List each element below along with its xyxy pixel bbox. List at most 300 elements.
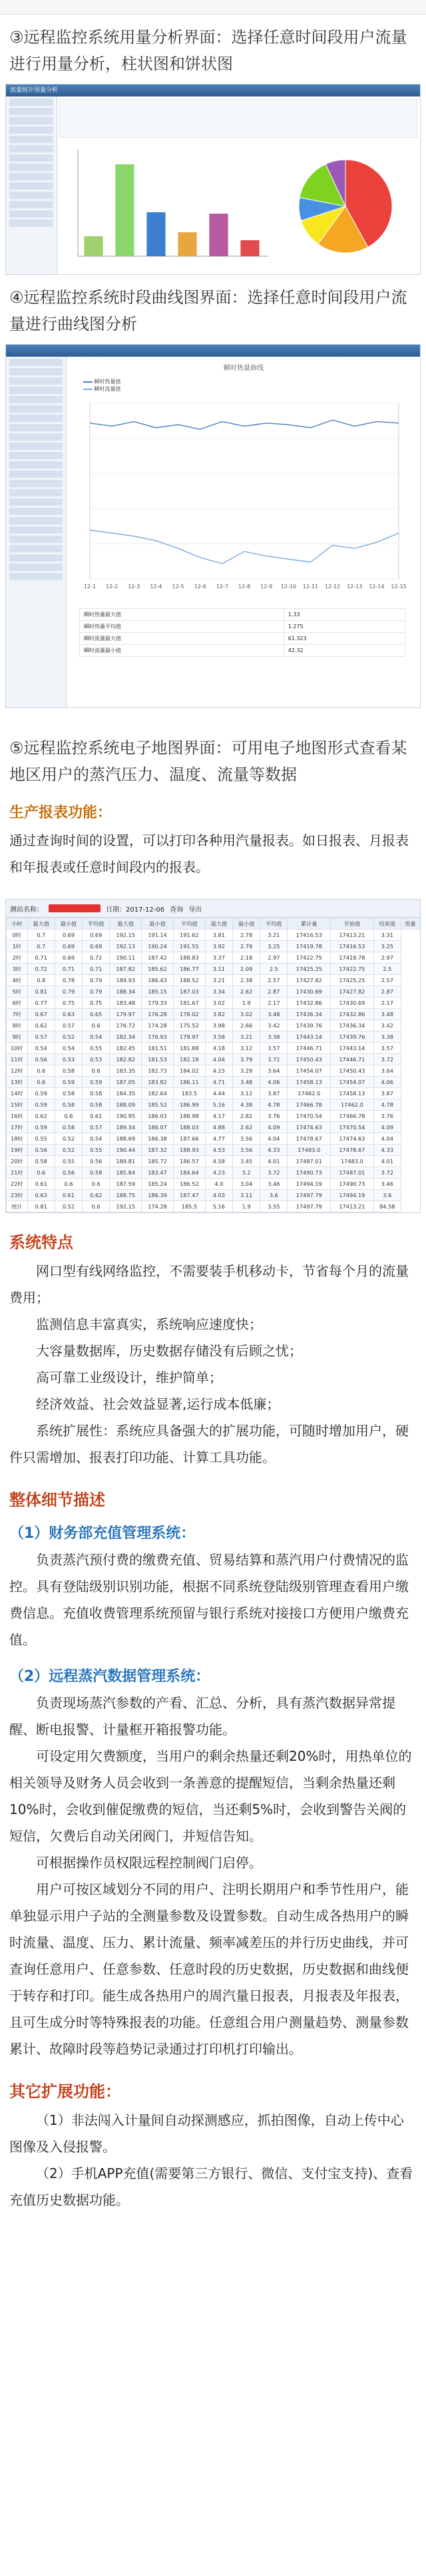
table-cell: 2.66 xyxy=(232,1020,260,1031)
table-cell: 84.58 xyxy=(373,1201,401,1212)
table-cell: 3.45 xyxy=(232,1156,260,1167)
table-cell: 185.15 xyxy=(142,986,174,998)
table-cell: 1时 xyxy=(7,941,28,952)
table-cell: 17443.14 xyxy=(331,1043,374,1054)
table-cell: 2.38 xyxy=(232,975,260,986)
table-cell: 3.56 xyxy=(232,1145,260,1156)
table-cell: 3.21 xyxy=(260,930,288,941)
table-cell: 0.65 xyxy=(83,1009,110,1020)
table-cell: 0.69 xyxy=(83,930,110,941)
table-cell: 185.72 xyxy=(142,1156,174,1167)
table-cell: 17466.78 xyxy=(331,1111,374,1122)
table-cell: 174.28 xyxy=(142,1020,174,1031)
table-cell: 0.52 xyxy=(55,1133,82,1145)
production-report-body: 通过查询时间的设置，可以打印各种用汽量报表。如日报表、月报表和年报表或任意时间段内的报表。 xyxy=(9,832,409,875)
table-cell: 3.11 xyxy=(205,964,232,975)
table-cell: 0.57 xyxy=(55,1020,82,1031)
table-cell: 17432.86 xyxy=(331,1009,374,1020)
table-cell: 4时 xyxy=(7,975,28,986)
query-button[interactable]: 查询 xyxy=(170,906,184,914)
table-cell: 3.37 xyxy=(205,952,232,964)
table-cell: 0.79 xyxy=(83,986,110,998)
table-cell: 4.88 xyxy=(205,1122,232,1133)
table-cell: 188.75 xyxy=(110,1190,142,1201)
table-cell: 0.56 xyxy=(55,1167,82,1179)
column-header: 最大值 xyxy=(110,918,142,930)
x-tick-label: 12-5 xyxy=(172,584,184,590)
table-cell: 17478.67 xyxy=(288,1133,331,1145)
table-cell: 187.03 xyxy=(173,986,205,998)
curve-heading: ④远程监控系统时段曲线图界面：选择任意时间段用户流量进行曲线图分析 xyxy=(9,288,407,333)
table-cell: 181.88 xyxy=(173,1043,205,1054)
table-cell: 17419.78 xyxy=(288,941,331,952)
table-cell: 182.82 xyxy=(110,1054,142,1065)
table-cell: 17427.82 xyxy=(288,975,331,986)
table-cell: 0.54 xyxy=(83,1133,110,1145)
system-features-title: 系统特点 xyxy=(9,1233,73,1252)
remote-title: （2）远程蒸汽数据管理系统： xyxy=(9,1668,210,1685)
table-cell: 17436.34 xyxy=(331,1020,374,1031)
table-cell: 187.66 xyxy=(173,1133,205,1145)
remote-paragraph-2: 可设定用欠费额度，当用户的剩余热量还剩20%时，用热单位的相关领导及财务人员会收到一条善意的提醒短信，当剩余热量还剩10%时，会收到催促缴费的短信，当还剩5%时，会收到警告关阀的短信，欠费后自动关闭阀门，并短信告知。 xyxy=(9,1748,412,1844)
table-cell: 189.81 xyxy=(110,1156,142,1167)
column-header: 平均值 xyxy=(260,918,288,930)
table-cell: 186.77 xyxy=(173,964,205,975)
column-header: 最大值 xyxy=(27,918,55,930)
table-row xyxy=(7,1088,420,1099)
table-cell: 0.62 xyxy=(27,1111,55,1122)
column-header: 累计量 xyxy=(288,918,331,930)
table-cell: 2.09 xyxy=(232,964,260,975)
legend-item-2: 瞬时流量值 xyxy=(94,386,121,392)
curve-sidebar xyxy=(6,357,67,707)
table-cell: 4.71 xyxy=(205,1077,232,1088)
table-cell: 4.18 xyxy=(205,1043,232,1054)
column-header: 平均值 xyxy=(173,918,205,930)
table-cell: 4.01 xyxy=(260,1156,288,1167)
table-cell: 185.24 xyxy=(142,1179,174,1190)
remote-paragraph-3: 可根据操作员权限远程控制阀门启停。 xyxy=(36,1855,262,1871)
table-cell: 0.54 xyxy=(55,1043,82,1054)
table-cell: 0.59 xyxy=(27,1088,55,1099)
table-cell: 0.62 xyxy=(83,1190,110,1201)
table-cell: 0.61 xyxy=(27,1179,55,1190)
table-cell: 185.62 xyxy=(142,964,174,975)
table-cell: 1.9 xyxy=(232,998,260,1009)
column-header: 最小值 xyxy=(142,918,174,930)
table-row xyxy=(7,1031,420,1043)
table-cell: 0.6 xyxy=(83,1065,110,1077)
table-cell: 17490.73 xyxy=(331,1179,374,1190)
plot-area xyxy=(90,403,399,579)
table-cell: 2.97 xyxy=(373,952,401,964)
date-field[interactable]: 日期：2017-12-06 xyxy=(106,906,165,914)
usage-analysis-form xyxy=(59,99,417,138)
table-cell: 3.57 xyxy=(260,1043,288,1054)
table-cell: 0.56 xyxy=(27,1145,55,1156)
table-cell: 0.71 xyxy=(27,952,55,964)
table-cell: 17458.13 xyxy=(331,1088,374,1099)
table-row xyxy=(7,998,420,1009)
table-cell: 3.6 xyxy=(373,1190,401,1201)
table-cell: 2.5 xyxy=(260,964,288,975)
curve-stats-table xyxy=(79,608,405,657)
top-fragment xyxy=(0,0,426,15)
table-cell: 4.33 xyxy=(260,1145,288,1156)
table-cell: 5时 xyxy=(7,986,28,998)
bar-chart xyxy=(59,143,272,270)
table-cell: 17416.53 xyxy=(331,941,374,952)
curve-main xyxy=(70,359,417,705)
export-button[interactable]: 导出 xyxy=(188,906,202,914)
table-cell: 176.72 xyxy=(110,1020,142,1031)
table-cell: 176.93 xyxy=(142,1031,174,1043)
table-cell: 17422.75 xyxy=(331,964,374,975)
table-cell: 0.67 xyxy=(27,1009,55,1020)
table-cell: 17470.54 xyxy=(331,1122,374,1133)
table-cell: 2.57 xyxy=(260,975,288,986)
table-cell: 0.52 xyxy=(55,1145,82,1156)
stats-value: 1.33 xyxy=(284,609,405,621)
table-cell: 3.87 xyxy=(260,1088,288,1099)
table-cell: 23时 xyxy=(7,1190,28,1201)
table-cell: 0.75 xyxy=(55,998,82,1009)
other-list xyxy=(0,2107,426,2213)
table-cell: 统计 xyxy=(7,1201,28,1212)
report-toolbar xyxy=(6,900,420,918)
table-cell: 0.57 xyxy=(27,1031,55,1043)
table-cell: 17413.21 xyxy=(331,1201,374,1212)
table-cell: 3.12 xyxy=(232,1043,260,1054)
table-cell: 2.62 xyxy=(232,986,260,998)
table-cell: 176.28 xyxy=(142,1009,174,1020)
table-cell: 4.53 xyxy=(205,1145,232,1156)
table-cell: 2.82 xyxy=(232,1111,260,1122)
table-cell: 19时 xyxy=(7,1145,28,1156)
table-cell: 189.34 xyxy=(110,1122,142,1133)
bar-5 xyxy=(209,214,228,256)
table-cell: 3.58 xyxy=(205,1031,232,1043)
table-cell: 191.55 xyxy=(173,941,205,952)
line-chart xyxy=(70,397,407,596)
x-tick-label: 12-6 xyxy=(194,584,206,590)
table-cell: 17432.86 xyxy=(288,998,331,1009)
table-cell: 182.34 xyxy=(110,1031,142,1043)
table-cell: 3.25 xyxy=(373,941,401,952)
table-cell: 21时 xyxy=(7,1167,28,1179)
table-cell: 3.48 xyxy=(232,1077,260,1088)
table-cell: 179.33 xyxy=(142,998,174,1009)
table-cell: 4.23 xyxy=(205,1167,232,1179)
curve-chart-title: 瞬时热量曲线 xyxy=(224,365,264,372)
table-cell: 0.71 xyxy=(83,964,110,975)
column-header: 开始值 xyxy=(331,918,374,930)
table-row xyxy=(7,1179,420,1190)
table-cell: 17474.63 xyxy=(288,1122,331,1133)
table-cell: 3.46 xyxy=(373,1179,401,1190)
table-cell: 4.01 xyxy=(373,1156,401,1167)
table-cell: 14时 xyxy=(7,1088,28,1099)
table-cell: 0.72 xyxy=(83,952,110,964)
table-row xyxy=(7,1009,420,1020)
table-cell: 0.81 xyxy=(27,986,55,998)
table-cell: 0.56 xyxy=(27,1054,55,1065)
table-cell: 188.09 xyxy=(110,1099,142,1111)
table-cell: 4.03 xyxy=(205,1190,232,1201)
table-cell: 0.69 xyxy=(55,952,82,964)
table-cell: 3.72 xyxy=(260,1167,288,1179)
bar-1 xyxy=(84,236,103,256)
table-cell: 0.6 xyxy=(27,1077,55,1088)
table-cell: 4.78 xyxy=(373,1099,401,1111)
table-cell: 0.55 xyxy=(55,1156,82,1167)
table-cell: 3.29 xyxy=(232,1065,260,1077)
table-cell: 12时 xyxy=(7,1065,28,1077)
pie-chart xyxy=(279,143,412,270)
table-cell: 187.82 xyxy=(110,964,142,975)
table-cell: 0.55 xyxy=(83,1145,110,1156)
table-cell: 6时 xyxy=(7,998,28,1009)
table-cell: 0.58 xyxy=(83,1088,110,1099)
table-row xyxy=(7,986,420,998)
table-cell: 4.09 xyxy=(373,1122,401,1133)
table-cell: 188.93 xyxy=(173,1145,205,1156)
feature-item: 网口型有线网络监控，不需要装手机移动卡，节省每个月的流量费用； xyxy=(9,1263,409,1306)
table-cell: 184.64 xyxy=(173,1167,205,1179)
curve-legend xyxy=(83,378,121,393)
table-cell: 0.61 xyxy=(55,1190,82,1201)
remote-paragraph-4: 用户可按区域划分不同的用户、注明长期用户和季节性用户，能单独显示用户子站的全测量参数及设置参数。自动生成各热用户的瞬时流量、温度、压力、累计流量、频率减差压的并行历史曲线，并可查询任意用户、任意参数、任意时段的历史数据，历史数据和曲线便于转存和打印。能生成各热用户的周汽量日报表，月报表及年报表，且可生成分时等特殊报表的功能。任意组合用户测量趋势、测量参数累计、故障时段等趋势记录通过打印机打印输出。 xyxy=(9,1881,409,2057)
table-cell: 0.58 xyxy=(55,1122,82,1133)
table-cell: 3.55 xyxy=(260,1201,288,1212)
table-row xyxy=(7,1167,420,1179)
table-cell: 0.55 xyxy=(27,1133,55,1145)
table-cell: 0.6 xyxy=(83,1179,110,1190)
table-cell: 17478.67 xyxy=(331,1145,374,1156)
table-cell: 22时 xyxy=(7,1179,28,1190)
table-cell: 4.33 xyxy=(373,1145,401,1156)
table-cell: 175.52 xyxy=(173,1020,205,1031)
x-tick-label: 12-9 xyxy=(260,584,273,590)
table-cell: 0.6 xyxy=(27,1065,55,1077)
table-cell: 0.59 xyxy=(27,1099,55,1111)
table-cell: 4.78 xyxy=(260,1099,288,1111)
table-cell: 11时 xyxy=(7,1054,28,1065)
table-cell: 17439.76 xyxy=(331,1031,374,1043)
table-cell: 17422.75 xyxy=(288,952,331,964)
table-cell: 3.72 xyxy=(373,1167,401,1179)
table-cell: 4.06 xyxy=(373,1077,401,1088)
table-cell: 191.14 xyxy=(142,930,174,941)
stats-row xyxy=(80,645,405,657)
x-tick-label: 12-10 xyxy=(280,584,296,590)
other-item: （1）非法闯入计量间自动探测感应，抓拍图像，自动上传中心图像及入侵报警。 xyxy=(9,2112,404,2155)
table-cell: 178.02 xyxy=(173,1009,205,1020)
table-cell: 17446.71 xyxy=(288,1043,331,1054)
table-cell: 3.72 xyxy=(260,1054,288,1065)
table-cell: 0时 xyxy=(7,930,28,941)
table-row xyxy=(7,1133,420,1145)
screenshot-titlebar: 流量统计用量分析 xyxy=(6,85,420,96)
table-cell: 0.69 xyxy=(55,930,82,941)
table-cell: 17470.54 xyxy=(288,1111,331,1122)
stats-value: 61.323 xyxy=(284,633,405,645)
table-cell: 4.04 xyxy=(205,1054,232,1065)
remote-paragraph-1: 负责现场蒸汽参数的产看、汇总、分析，具有蒸汽数据异常提醒、断电报警、计量框开箱报警功能。 xyxy=(9,1695,395,1738)
table-cell: 4.58 xyxy=(205,1156,232,1167)
table-cell: 2.17 xyxy=(373,998,401,1009)
table-cell: 184.35 xyxy=(110,1088,142,1099)
x-tick-label: 12-1 xyxy=(83,584,97,590)
other-item: （2）手机APP充值(需要第三方银行、微信、支付宝支持)、查看充值历史数据功能。 xyxy=(9,2165,413,2208)
table-cell: 17483.0 xyxy=(331,1156,374,1167)
table-cell: 3.04 xyxy=(232,1179,260,1190)
table-cell: 187.42 xyxy=(142,952,174,964)
table-cell: 3.87 xyxy=(373,1088,401,1099)
stats-label: 瞬时流量最大值 xyxy=(80,633,284,645)
stats-value: 1.275 xyxy=(284,621,405,633)
table-cell: 185.84 xyxy=(110,1167,142,1179)
table-cell: 183.82 xyxy=(142,1077,174,1088)
report-table-screenshot xyxy=(5,899,421,1213)
table-cell: 17494.19 xyxy=(288,1179,331,1190)
table-cell: 186.57 xyxy=(173,1156,205,1167)
table-row xyxy=(7,1077,420,1088)
table-row xyxy=(7,964,420,975)
column-header: 最小值 xyxy=(55,918,82,930)
table-cell: 3.12 xyxy=(232,1088,260,1099)
table-cell: 0.7 xyxy=(27,941,55,952)
table-cell: 20时 xyxy=(7,1156,28,1167)
table-cell: 0.6 xyxy=(83,1020,110,1031)
table-cell: 190.95 xyxy=(110,1111,142,1122)
column-header: 小时 xyxy=(7,918,28,930)
table-cell: 0.75 xyxy=(83,998,110,1009)
stats-row xyxy=(80,609,405,621)
x-tick-label: 12-13 xyxy=(347,584,363,590)
table-cell: 17474.63 xyxy=(331,1133,374,1145)
table-row xyxy=(7,1099,420,1111)
usage-analysis-heading: ③远程监控系统用量分析界面：选择任意时间段用户流量进行用量分析，柱状图和饼状图 xyxy=(9,28,407,73)
table-cell: 186.38 xyxy=(142,1133,174,1145)
table-row xyxy=(7,1065,420,1077)
table-cell: 17450.43 xyxy=(288,1054,331,1065)
table-cell: 188.69 xyxy=(110,1133,142,1145)
table-cell: 0.54 xyxy=(27,1043,55,1054)
table-cell: 0.77 xyxy=(27,998,55,1009)
table-cell: 0.58 xyxy=(83,1167,110,1179)
section-curve xyxy=(0,284,426,337)
feature-item: 经济效益、社会效益显著,运行成本低廉； xyxy=(36,1396,280,1412)
table-cell: 5.16 xyxy=(205,1099,232,1111)
table-cell: 17497.79 xyxy=(288,1190,331,1201)
table-cell: 17454.07 xyxy=(288,1065,331,1077)
table-cell: 17494.19 xyxy=(331,1190,374,1201)
table-cell: 185.5 xyxy=(173,1201,205,1212)
table-cell: 191.62 xyxy=(173,930,205,941)
finance-title: （1）财务部充值管理系统： xyxy=(9,1525,196,1542)
usage-analysis-screenshot xyxy=(5,84,421,275)
table-cell: 17427.82 xyxy=(331,986,374,998)
stats-value: 42.32 xyxy=(284,645,405,657)
table-cell: 3.56 xyxy=(232,1133,260,1145)
legend-item-1: 瞬时热量值 xyxy=(94,379,121,385)
table-row xyxy=(7,1043,420,1054)
table-cell: 8时 xyxy=(7,1020,28,1031)
table-row xyxy=(7,1201,420,1212)
table-cell: 18时 xyxy=(7,1133,28,1145)
table-cell: 183.48 xyxy=(110,998,142,1009)
table-cell: 9时 xyxy=(7,1031,28,1043)
table-cell: 17458.13 xyxy=(288,1077,331,1088)
table-cell: 182.45 xyxy=(110,1043,142,1054)
table-cell: 4.15 xyxy=(205,1065,232,1077)
table-cell: 0.69 xyxy=(83,941,110,952)
feature-item: 监测信息丰富真实，系统响应速度快； xyxy=(36,1316,262,1332)
table-cell: 0.58 xyxy=(55,1099,82,1111)
column-header: 用量 xyxy=(401,918,419,930)
table-cell: 187.59 xyxy=(110,1179,142,1190)
table-cell: 2.79 xyxy=(232,941,260,952)
table-cell: 0.53 xyxy=(55,1054,82,1065)
table-cell: 187.32 xyxy=(142,1145,174,1156)
table-cell: 4.38 xyxy=(232,1099,260,1111)
table-cell: 0.63 xyxy=(55,1009,82,1020)
table-cell: 0.59 xyxy=(27,1122,55,1133)
table-cell: 7时 xyxy=(7,1009,28,1020)
bar-6 xyxy=(240,240,259,256)
table-cell: 0.72 xyxy=(27,964,55,975)
curve-titlebar xyxy=(6,345,420,357)
table-cell: 0.62 xyxy=(27,1020,55,1031)
section-usage-analysis xyxy=(0,24,426,77)
table-row xyxy=(7,1054,420,1065)
table-cell: 188.98 xyxy=(173,1111,205,1122)
production-report-title: 生产报表功能： xyxy=(9,805,112,821)
table-cell: 0.52 xyxy=(55,1201,82,1212)
table-cell: 17436.34 xyxy=(288,1009,331,1020)
table-cell: 179.97 xyxy=(110,1009,142,1020)
station-select[interactable] xyxy=(49,904,101,912)
table-cell: 185.52 xyxy=(142,1099,174,1111)
table-cell: 190.11 xyxy=(110,952,142,964)
table-cell: 3.21 xyxy=(205,975,232,986)
table-row xyxy=(7,975,420,986)
table-cell: 13时 xyxy=(7,1077,28,1088)
table-cell: 17419.78 xyxy=(331,952,374,964)
table-cell: 4.0 xyxy=(205,1179,232,1190)
table-cell: 182.73 xyxy=(142,1065,174,1077)
table-row xyxy=(7,1145,420,1156)
table-cell: 3.25 xyxy=(260,941,288,952)
feature-item: 系统扩展性：系统应具备强大的扩展功能，可随时增加用户，硬件只需增加、报表打印功能、计算工具功能。 xyxy=(9,1423,409,1465)
x-tick-label: 12-8 xyxy=(238,584,251,590)
table-cell: 0.57 xyxy=(83,1122,110,1133)
table-cell: 4.44 xyxy=(205,1088,232,1099)
table-cell: 183.35 xyxy=(110,1065,142,1077)
table-cell: 184.02 xyxy=(173,1065,205,1077)
table-cell: 192.15 xyxy=(110,930,142,941)
section-map xyxy=(0,735,426,788)
table-cell: 3.38 xyxy=(260,1031,288,1043)
table-cell: 3.48 xyxy=(373,1009,401,1020)
bar-3 xyxy=(146,212,165,256)
map-heading: ⑤远程监控系统电子地图界面：可用电子地图形式查看某地区用户的蒸汽压力、温度、流量等数据 xyxy=(9,739,407,784)
x-tick-label: 12-11 xyxy=(302,584,319,590)
table-cell: 174.28 xyxy=(142,1201,174,1212)
table-cell: 4.09 xyxy=(260,1122,288,1133)
table-cell: 192.15 xyxy=(110,1201,142,1212)
